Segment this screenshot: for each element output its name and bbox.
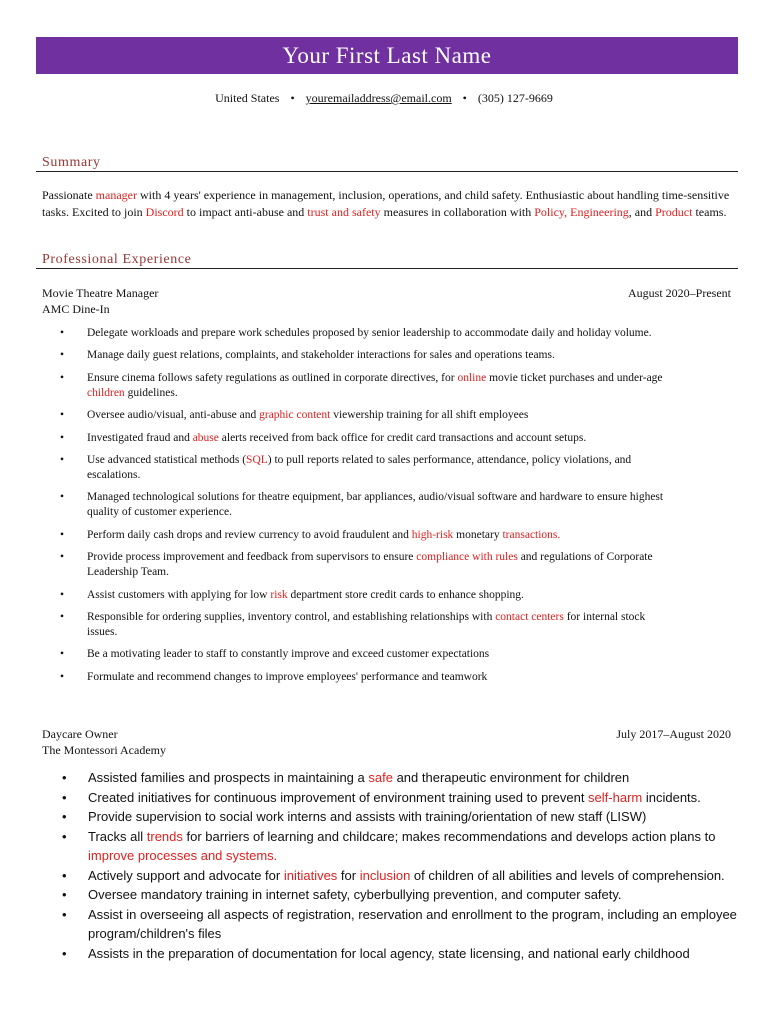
highlighted-keyword: manager [95, 188, 137, 202]
bullet-icon: • [60, 588, 65, 601]
company-name: AMC Dine-In [42, 302, 110, 316]
text-run: department store credit cards to enhance shopping. [287, 588, 524, 601]
text-run: Be a motivating leader to staff to constantly improve and exceed customer expectations [87, 648, 490, 661]
highlighted-keyword: graphic content [259, 409, 331, 422]
text-run: Assisted families and prospects in maintaining a [88, 770, 369, 785]
text-run: Investigated fraud and [87, 431, 193, 444]
list-item [62, 768, 738, 788]
company-name: The Montessori Academy [42, 743, 166, 757]
text-run: , and [628, 205, 656, 219]
text-run: monetary [453, 528, 503, 541]
text-run: teams. [692, 205, 727, 219]
highlighted-keyword: risk [270, 588, 288, 601]
text-run: Managed technological solutions for theatre equipment, bar appliances, audio/visual software and hardware to ensure highest quality of customer experience. [87, 491, 664, 519]
highlighted-keyword: transactions. [502, 528, 561, 541]
candidate-name: Your First Last Name [282, 42, 492, 68]
text-run: Created initiatives for continuous improvement of environment training used to prevent [88, 789, 589, 805]
highlighted-keyword: self-harm [588, 789, 643, 805]
list-item [60, 528, 670, 543]
bullet-icon: • [60, 327, 65, 339]
bullet-icon: • [62, 867, 67, 883]
text-run: Assist in overseeing all aspects of registration, reservation and enrollment to the program, including an employee program/children's files [88, 906, 737, 941]
bullet-icon: • [62, 828, 67, 844]
summary-text [42, 187, 738, 221]
list-item [60, 348, 670, 363]
list-item [60, 431, 670, 446]
summary-heading: Summary [42, 155, 101, 170]
list-item [60, 490, 670, 520]
bullet-icon: • [60, 551, 65, 564]
list-item [62, 944, 738, 964]
list-item [60, 610, 670, 640]
job-date: July 2017–August 2020 [616, 727, 731, 741]
text-run: incidents. [642, 789, 701, 805]
highlighted-keyword: abuse [192, 431, 219, 444]
text-run: alerts received from back office for credit card transactions and account setups. [218, 431, 587, 444]
highlighted-keyword: online [457, 371, 487, 384]
text-run: Assists in the preparation of documentation for local agency, state licensing, and national early childhood [88, 945, 690, 961]
text-run: Responsible for ordering supplies, inventory control, and establishing relationships with [87, 610, 496, 623]
list-item [62, 866, 738, 886]
list-item [62, 885, 738, 905]
list-item [60, 453, 670, 483]
contact-line [0, 91, 768, 106]
highlighted-keyword: children [87, 386, 125, 399]
bullet-icon: • [62, 789, 67, 805]
bullet-icon: • [62, 809, 67, 824]
highlighted-keyword: Product [655, 205, 693, 219]
list-item [60, 408, 670, 423]
bullet-icon: • [60, 409, 65, 422]
list-item [60, 371, 670, 401]
text-run: movie ticket purchases and under-age [486, 371, 663, 384]
text-run: and regulations of Corporate Leadership Team. [87, 551, 653, 579]
text-run: Formulate and recommend changes to improve employees' performance and teamwork [87, 670, 488, 683]
experience-divider [36, 268, 738, 269]
list-item [60, 647, 670, 662]
highlighted-keyword: Discord [145, 205, 184, 219]
job-date: August 2020–Present [628, 286, 731, 300]
experience-heading: Professional Experience [42, 252, 192, 267]
text-run: Passionate [42, 188, 96, 202]
text-run: and therapeutic environment for children [392, 770, 630, 785]
text-run: of children of all abilities and levels of comprehension. [410, 867, 725, 883]
text-run: for barriers of learning and childcare; makes recommendations and develops action plans to [182, 828, 716, 844]
email-link[interactable]: youremailaddress@email.com [305, 91, 452, 105]
separator: • [290, 91, 295, 105]
list-item [62, 788, 738, 808]
list-item [60, 670, 670, 685]
text-run: Oversee mandatory training in internet safety, cyberbullying prevention, and computer safety. [88, 887, 622, 902]
phone: (305) 127-9669 [477, 91, 553, 105]
text-run: for internal stock issues. [87, 610, 646, 638]
text-run: viewership training for all shift employees [330, 409, 529, 422]
text-run: Assist customers with applying for low [87, 588, 271, 601]
bullet-icon: • [62, 770, 67, 785]
text-run: ) to pull reports related to sales performance, attendance, policy violations, and escalations. [87, 453, 632, 481]
resume-header [36, 37, 738, 74]
list-item [62, 807, 738, 827]
text-run: Tracks all [88, 828, 147, 844]
text-run: to impact anti-abuse and [183, 205, 308, 219]
job-title: Movie Theatre Manager [42, 286, 159, 300]
highlighted-keyword: Policy, Engineering [534, 205, 629, 219]
text-run: Provide process improvement and feedback from supervisors to ensure [87, 551, 417, 564]
highlighted-keyword: safe [368, 770, 393, 785]
text-run: Delegate workloads and prepare work schedules proposed by senior leadership to accommodate daily and holiday volume. [87, 327, 652, 339]
text-run: measures in collaboration with [380, 205, 535, 219]
list-item [62, 827, 738, 866]
location: United States [215, 91, 280, 105]
text-run: with 4 years' experience in management, inclusion, operations, and child safety. Enthusiastic about handling time-sensitive tasks. Excited to join [42, 188, 730, 219]
text-run: Ensure cinema follows safety regulations as outlined in corporate directives, for [87, 371, 458, 384]
bullet-icon: • [60, 349, 65, 362]
text-run: Provide supervision to social work interns and assists with training/orientation of new staff (LISW) [88, 809, 647, 824]
bullet-icon: • [62, 945, 67, 961]
highlighted-keyword: inclusion [359, 867, 411, 883]
summary-divider [36, 171, 738, 172]
bullet-icon: • [60, 648, 65, 661]
highlighted-keyword: improve processes and systems. [88, 848, 278, 863]
list-item [62, 905, 738, 944]
separator: • [462, 91, 467, 105]
job-bullet-list [62, 768, 738, 963]
list-item [60, 550, 670, 580]
list-item [60, 326, 670, 341]
highlighted-keyword: trends [146, 828, 183, 844]
highlighted-keyword: trust and safety [307, 205, 381, 219]
bullet-icon: • [60, 491, 65, 504]
bullet-icon: • [62, 906, 67, 922]
bullet-icon: • [60, 453, 65, 466]
bullet-icon: • [60, 670, 65, 683]
text-run: Use advanced statistical methods ( [87, 453, 247, 466]
text-run: Oversee audio/visual, anti-abuse and [87, 409, 260, 422]
bullet-icon: • [60, 528, 65, 541]
highlighted-keyword: high-risk [411, 528, 454, 541]
text-run: Actively support and advocate for [88, 867, 284, 883]
text-run: guidelines. [124, 386, 178, 399]
highlighted-keyword: contact centers [495, 610, 564, 623]
text-run: Perform daily cash drops and review currency to avoid fraudulent and [87, 528, 412, 541]
highlighted-keyword: initiatives [283, 867, 338, 883]
bullet-icon: • [62, 887, 67, 902]
text-run: for [337, 867, 360, 883]
job-bullet-list [60, 326, 670, 692]
list-item [60, 588, 670, 603]
highlighted-keyword: SQL [246, 453, 268, 466]
text-run: Manage daily guest relations, complaints, and stakeholder interactions for sales and operations teams. [87, 349, 555, 362]
bullet-icon: • [60, 431, 65, 444]
highlighted-keyword: compliance with rules [416, 551, 518, 564]
bullet-icon: • [60, 371, 65, 384]
bullet-icon: • [60, 610, 65, 623]
job-title: Daycare Owner [42, 727, 118, 741]
